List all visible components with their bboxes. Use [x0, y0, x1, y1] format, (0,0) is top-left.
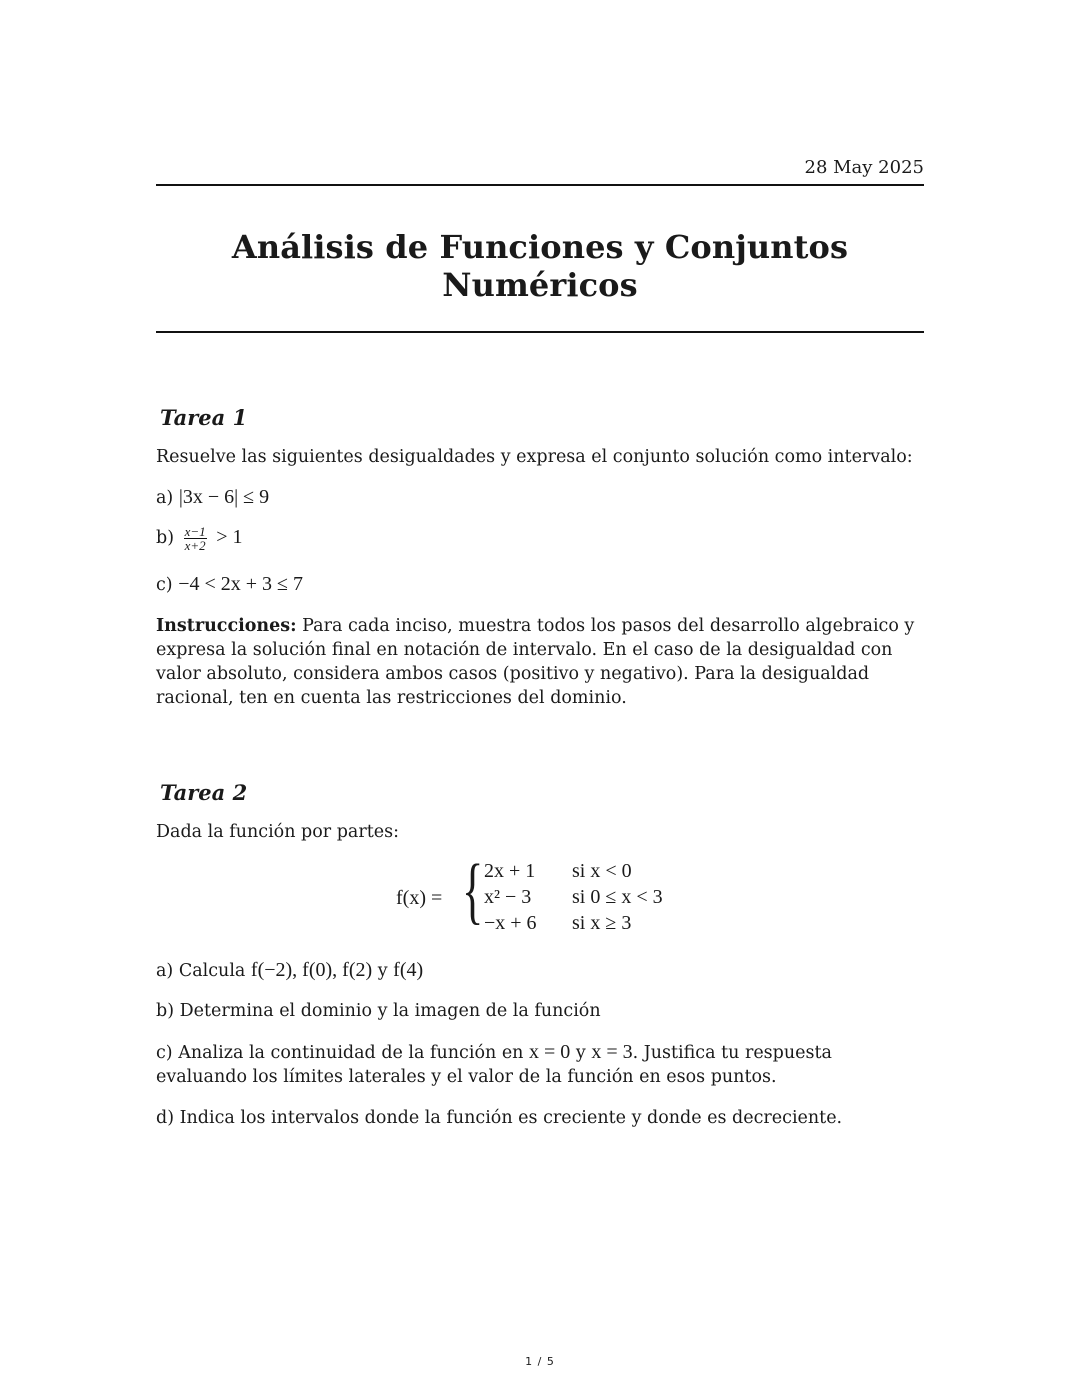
piecewise-expr: 2x + 1	[484, 860, 536, 882]
tarea-2-intro: Dada la función por partes:	[156, 822, 399, 842]
item-c-math-2: x = 3	[591, 1041, 633, 1063]
tarea-2-item-c	[156, 1040, 924, 1089]
instructions-text: Para cada inciso, muestra todos los pasos del desarrollo algebraico y expresa la solución final en notación de intervalo. En el caso de la desigualdad con valor absoluto, considera ambos casos (positivo y negativo). Para la desigualdad racional, ten en cuenta las restricciones del dominio.	[156, 616, 915, 708]
piecewise-cond: si x < 0	[572, 860, 632, 882]
item-c-post: . Justifica tu respuesta evaluando los límites laterales y el valor de la función en esos puntos.	[156, 1043, 832, 1087]
bottom-rule	[156, 331, 924, 333]
piecewise-cond: si x ≥ 3	[572, 912, 632, 934]
item-b-label: b)	[156, 528, 175, 548]
top-rule	[156, 184, 924, 186]
item-c-math: −4 < 2x + 3 ≤ 7	[178, 573, 304, 595]
piecewise-expr: −x + 6	[484, 912, 537, 934]
tarea-2-item-b: b) Determina el dominio y la imagen de la función	[156, 1001, 601, 1021]
item-a-math: |3x − 6| ≤ 9	[178, 486, 270, 508]
item-a-text: a) Calcula	[156, 961, 251, 981]
item-a-conj: y	[372, 961, 394, 981]
item-c-conj: y	[570, 1043, 592, 1063]
item-c-pre: c) Analiza la continuidad de la función en	[156, 1043, 530, 1063]
item-b-denominator: x+2	[184, 538, 206, 553]
tarea-2-item-d: d) Indica los intervalos donde la función es creciente y donde es decreciente.	[156, 1108, 843, 1128]
piecewise-expr: x² − 3	[484, 886, 532, 908]
tarea-2-item-a	[156, 958, 924, 983]
tarea-1-intro: Resuelve las siguientes desigualdades y expresa el conjunto solución como intervalo:	[156, 447, 913, 467]
tarea-1-instructions	[156, 614, 924, 710]
item-a-math: f(−2), f(0), f(2)	[250, 959, 373, 981]
item-b-numerator: x−1	[184, 524, 206, 539]
page-number: 1 / 5	[525, 1355, 555, 1368]
item-b-rhs: > 1	[216, 526, 243, 548]
left-brace: {	[462, 850, 484, 932]
item-c-label: c)	[156, 575, 173, 595]
document-date: 28 May 2025	[804, 157, 924, 178]
item-c-math-1: x = 0	[529, 1041, 571, 1063]
tarea-1-heading: Tarea 1	[160, 405, 248, 430]
piecewise-cond: si 0 ≤ x < 3	[572, 886, 663, 908]
document-title: Análisis de Funciones y Conjuntos Numéricos	[231, 228, 849, 304]
tarea-1-item-b	[156, 525, 924, 552]
tarea-1-item-a	[156, 485, 924, 510]
piecewise-lhs: f(x) =	[396, 887, 443, 909]
item-a-math-2: f(4)	[393, 959, 424, 981]
tarea-1-item-c	[156, 572, 924, 597]
tarea-2-heading: Tarea 2	[160, 780, 248, 805]
item-b-fraction	[184, 525, 207, 552]
item-a-label: a)	[156, 488, 174, 508]
instructions-label: Instrucciones:	[156, 616, 297, 636]
